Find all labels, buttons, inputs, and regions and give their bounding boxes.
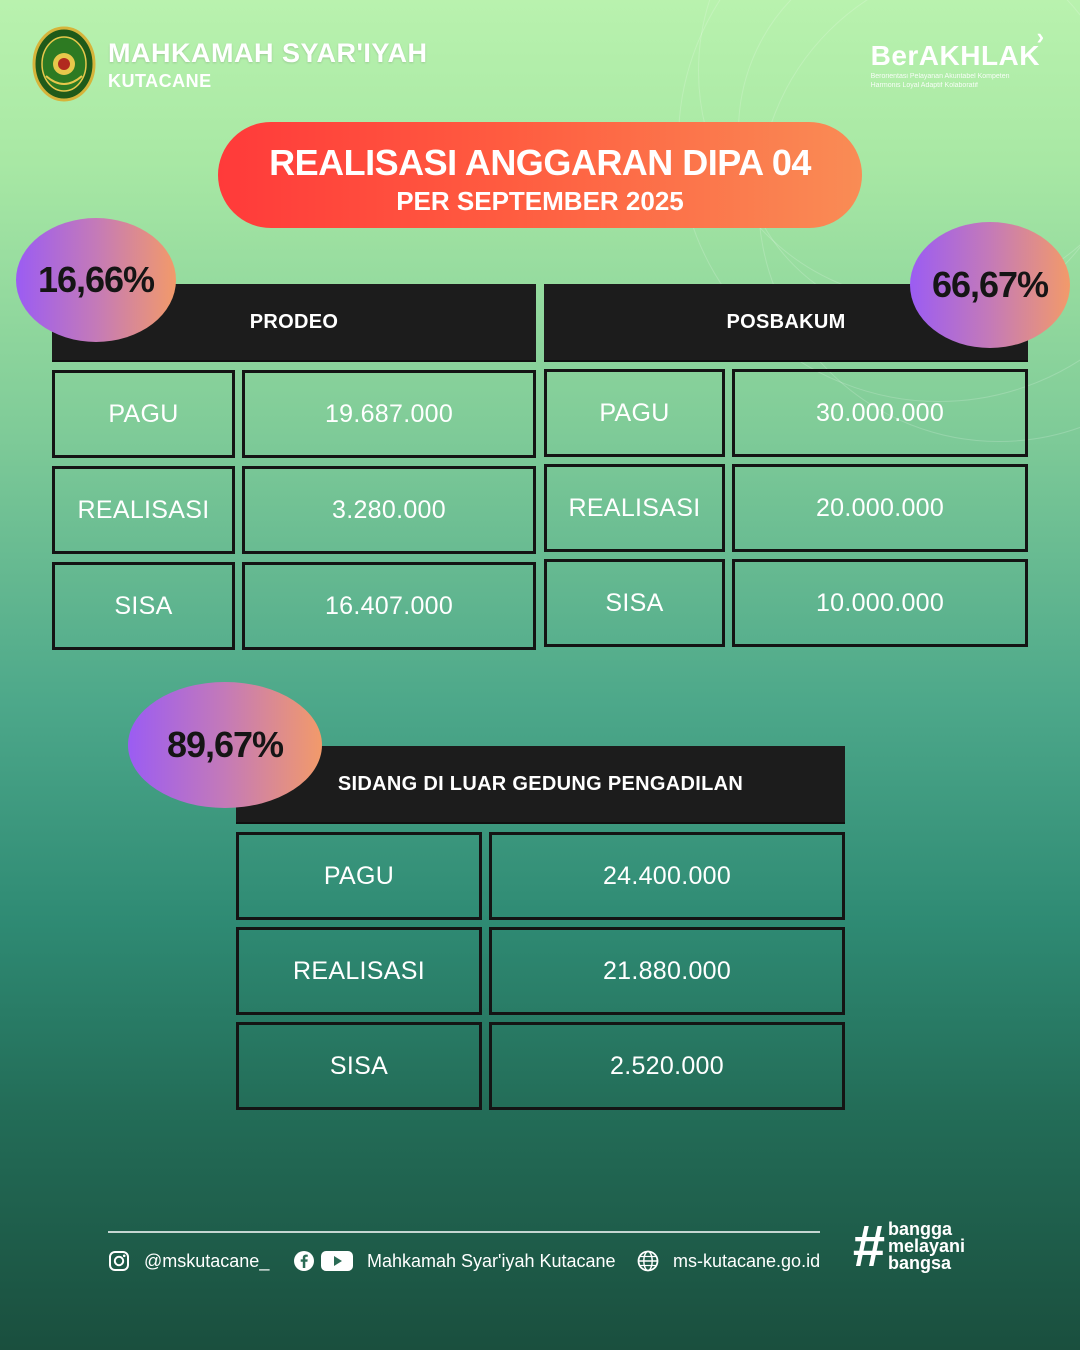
hashtag-icon: # <box>852 1214 885 1279</box>
instagram-handle[interactable] <box>108 1250 269 1272</box>
chevron-right-icon: › <box>1036 24 1044 49</box>
row-label: REALISASI <box>52 466 235 554</box>
table-heading: PRODEO <box>52 284 536 362</box>
berakhlak-title: BerAKHLAK <box>870 40 1040 71</box>
footer-divider <box>108 1231 820 1233</box>
row-label: PAGU <box>236 832 482 920</box>
facebook-icon <box>293 1250 315 1272</box>
table-heading: SIDANG DI LUAR GEDUNG PENGADILAN <box>236 746 845 824</box>
globe-icon <box>637 1250 659 1272</box>
hashtag-word: bangsa <box>888 1253 952 1273</box>
berakhlak-tagline: Berorientasi Pelayanan Akuntabel Kompeten <box>870 73 1010 80</box>
website-label: ms-kutacane.go.id <box>673 1250 821 1271</box>
hashtag-word: bangga <box>888 1219 953 1239</box>
website-link[interactable] <box>637 1250 820 1272</box>
youtube-icon <box>321 1250 353 1272</box>
row-value: 19.687.000 <box>242 370 536 458</box>
row-value: 24.400.000 <box>489 832 845 920</box>
table-heading: POSBAKUM <box>544 284 1028 362</box>
social-channel[interactable] <box>293 1250 616 1272</box>
row-label: SISA <box>544 559 725 647</box>
organization-location: KUTACANE <box>108 71 212 91</box>
title-banner <box>218 122 862 228</box>
row-value: 2.520.000 <box>489 1022 845 1110</box>
hashtag-word: melayani <box>888 1236 966 1256</box>
percent-badge: 89,67% <box>128 682 322 808</box>
instagram-icon <box>108 1250 130 1272</box>
berakhlak-logo <box>870 24 1044 90</box>
court-emblem-icon <box>32 26 96 102</box>
row-label: REALISASI <box>236 927 482 1015</box>
row-value: 3.280.000 <box>242 466 536 554</box>
percent-badge: 16,66% <box>16 218 176 342</box>
row-value: 30.000.000 <box>732 369 1028 457</box>
instagram-label: @mskutacane_ <box>144 1250 270 1271</box>
page-subtitle: PER SEPTEMBER 2025 <box>396 186 684 216</box>
row-label: REALISASI <box>544 464 725 552</box>
row-label: PAGU <box>52 370 235 458</box>
row-value: 10.000.000 <box>732 559 1028 647</box>
page-title: REALISASI ANGGARAN DIPA 04 <box>269 142 811 183</box>
row-value: 21.880.000 <box>489 927 845 1015</box>
row-label: SISA <box>236 1022 482 1110</box>
berakhlak-tagline: Harmonis Loyal Adaptif Kolaboratif <box>870 82 978 89</box>
channel-label: Mahkamah Syar'iyah Kutacane <box>367 1250 616 1271</box>
percent-badge: 66,67% <box>910 222 1070 348</box>
organization-block <box>108 38 427 92</box>
row-value: 16.407.000 <box>242 562 536 650</box>
row-label: SISA <box>52 562 235 650</box>
organization-name: MAHKAMAH SYAR'IYAH <box>108 38 428 68</box>
row-label: PAGU <box>544 369 725 457</box>
row-value: 20.000.000 <box>732 464 1028 552</box>
